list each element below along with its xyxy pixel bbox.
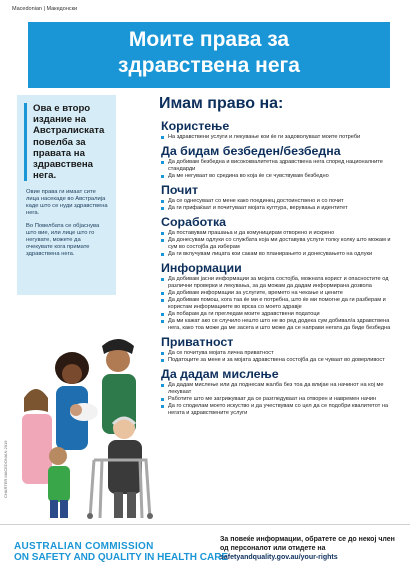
list-item: Да се почитува мојата лична приватност bbox=[161, 350, 397, 357]
right-items bbox=[161, 382, 397, 417]
right-section bbox=[161, 367, 397, 417]
right-section bbox=[161, 261, 397, 332]
language-label: Macedonian | Македонски bbox=[12, 6, 78, 12]
intro-paragraph-2: Во Повелбата се објаснува што вие, или лице што го негувате, можете да очекувате кога примате здравствена нега. bbox=[26, 223, 100, 258]
right-title: Информации bbox=[161, 261, 242, 275]
people-illustration bbox=[14, 328, 169, 520]
list-item: Да го споделам моето искуство и да учествувам со цел да се подобри квалитетот на негата и здравствените услуги bbox=[161, 403, 397, 417]
list-item: Да поставувам прашања и да комуницирам отворено и искрено bbox=[161, 230, 397, 237]
rights-heading: Имам право на: bbox=[159, 95, 284, 112]
right-items bbox=[161, 276, 397, 332]
right-title: Приватност bbox=[161, 335, 234, 349]
footer bbox=[0, 524, 410, 581]
right-items bbox=[161, 198, 397, 212]
right-items bbox=[161, 350, 397, 364]
list-item: Податоците за мене и за мојата здравствена состојба да се чуваат во доверливост bbox=[161, 357, 397, 364]
list-item: Да добивам безбедна и висококвалитетна здравствена нега според националните стандарди bbox=[161, 159, 397, 173]
list-item: Да дадам мислење или да поднесам жалба без тоа да влијае на начинот на кој ме лекуваат bbox=[161, 382, 397, 396]
right-section bbox=[161, 183, 397, 212]
logo-line-1: AUSTRALIAN COMMISSION bbox=[14, 541, 154, 552]
list-item: Да побарам да ги прегледам моите здравствени податоци bbox=[161, 311, 397, 318]
more-info-text: За повеќе информации, обратете се до некој член од персоналот или отидете на bbox=[220, 536, 395, 552]
right-title: Користење bbox=[161, 119, 230, 133]
hero-banner bbox=[28, 22, 390, 88]
right-title: Почит bbox=[161, 183, 199, 197]
hero-title-line2: здравствена нега bbox=[118, 54, 300, 77]
list-item: Да ме негуваат во средина во која ќе се чувствувам безбедно bbox=[161, 173, 397, 180]
right-section bbox=[161, 215, 397, 258]
commission-logo bbox=[14, 541, 228, 563]
list-item: Да ги вклучувам лицата кои сакам во планирањето и донесувањето на одлуки bbox=[161, 251, 397, 258]
list-item: Да добивам помош, кога таа ќе ми е потребна, што ќе ми помогне да ги разберам и користам информациите во врска со моето здравје bbox=[161, 297, 397, 311]
list-item: Да ги прифаќаат и почитуваат мојата култура, верувања и идентитет bbox=[161, 205, 397, 212]
right-title: Да бидам безбеден/безбедна bbox=[161, 144, 341, 158]
rights-url-link[interactable]: safetyandquality.gov.au/your-rights bbox=[220, 554, 338, 561]
right-items bbox=[161, 159, 397, 180]
intro-panel bbox=[17, 95, 116, 295]
list-item: Да донесувам одлуки со службата која ми доставува услуги толку колку што можам и сум во состојба да изберам bbox=[161, 237, 397, 251]
list-item: Да ми кажат ако се случило нешто што не во ред додека сум добивал/а здравствена нега, како тоа може да ме засега и што може да се направи негата да биде безбедна bbox=[161, 318, 397, 332]
right-section bbox=[161, 335, 397, 364]
right-items bbox=[161, 134, 397, 141]
list-item: Да се однесуваат со мене како поединец достоинствено и со почит bbox=[161, 198, 397, 205]
document-code: CHARTER MACEDONIAN 2019 bbox=[3, 440, 8, 498]
more-info bbox=[220, 535, 400, 562]
right-title: Да дадам мислење bbox=[161, 367, 279, 381]
list-item: На здравствени услуги и лекување кои ќе ги задоволуваат моите потреби bbox=[161, 134, 397, 141]
intro-lead: Ова е второ издание на Австралиската повелба за правата на здравствена нега. bbox=[24, 103, 109, 181]
right-title: Соработка bbox=[161, 215, 227, 229]
hero-title-line1: Моите права за bbox=[128, 28, 290, 51]
right-items bbox=[161, 230, 397, 258]
list-item: Да добивам јасни информации за мојата состојба, можната корист и опасностите од различни проверки и лекувања, за да можам да дадам информирана дозвола bbox=[161, 276, 397, 290]
rights-list bbox=[135, 95, 397, 420]
list-item: Да добивам информации за услугите, времето на чекање и цените bbox=[161, 290, 397, 297]
intro-paragraph-1: Овие права ги имаат сите лица насекаде во Австралија каде што се нуди здравствена нега. bbox=[26, 189, 108, 217]
right-section bbox=[161, 119, 397, 141]
logo-line-2: ON SAFETY AND QUALITY IN HEALTH CARE bbox=[14, 552, 229, 563]
right-section bbox=[161, 144, 397, 180]
list-item: Работите што ме загрижуваат да се разгледуваат на отворен и навремен начин bbox=[161, 396, 397, 403]
